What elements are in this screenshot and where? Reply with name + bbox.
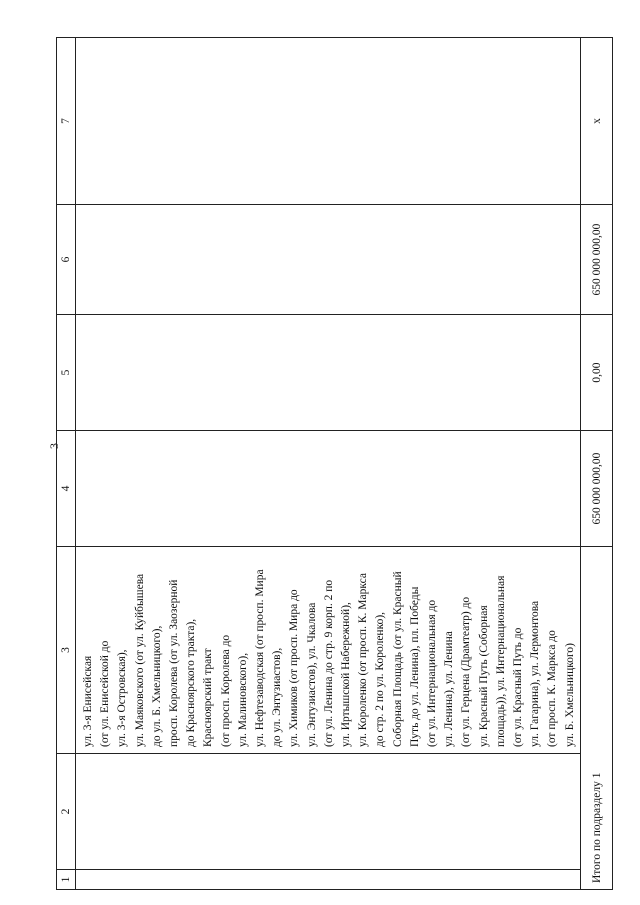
data-table xyxy=(56,37,613,890)
street-line: Красноярский тракт xyxy=(202,648,215,747)
total-col7: x xyxy=(581,38,613,205)
street-line: просп. Королева (от ул. Заозерной xyxy=(168,579,181,747)
cell-col7 xyxy=(76,38,581,205)
street-line: ул. Нефтезаводская (от просп. Мира xyxy=(254,569,267,747)
header-cell-6: 6 xyxy=(57,205,76,315)
total-row xyxy=(581,38,613,890)
street-line: (от просп. К. Маркса до xyxy=(546,630,559,747)
table-container xyxy=(56,38,607,890)
header-cell-4: 4 xyxy=(57,431,76,547)
street-line: Соборная Площадь (от ул. Красный xyxy=(391,571,404,747)
street-line: (от просп. Королева до xyxy=(219,634,232,747)
street-line: ул. 3-я Островская), xyxy=(116,649,129,747)
street-line: до ул. Б. Хмельницкого), xyxy=(150,625,163,747)
total-label: Итого по подразделу 1 xyxy=(581,547,613,890)
total-col4: 650 000 000,00 xyxy=(581,431,613,547)
street-line: ул. Энтузиастов), ул. Чкалова xyxy=(305,602,318,747)
total-col5: 0,00 xyxy=(581,315,613,431)
street-line: Путь до ул. Ленина), пл. Победы xyxy=(408,586,421,747)
header-cell-5: 5 xyxy=(57,315,76,431)
header-cell-1: 1 xyxy=(57,870,76,890)
street-line: (от ул. Герцена (Драмтеатр) до xyxy=(460,596,473,747)
street-line: ул. Б. Хмельницкого) xyxy=(563,643,576,747)
header-cell-7: 7 xyxy=(57,38,76,205)
street-line: до ул. Энтузиастов), xyxy=(271,647,284,747)
cell-col6 xyxy=(76,205,581,315)
street-line: площадь)), ул. Интернациональная xyxy=(494,575,507,747)
street-line: до стр. 2 по ул. Короленко), xyxy=(374,611,387,747)
street-line: ул. Химиков (от просп. Мира до xyxy=(288,589,301,747)
header-cell-2: 2 xyxy=(57,754,76,870)
cell-col5 xyxy=(76,315,581,431)
street-line: (от ул. Ленина до стр. 9 корп. 2 по xyxy=(322,579,335,747)
street-line: ул. Гагарина), ул. Лермонтова xyxy=(529,600,542,747)
street-line: до Красноярского тракта), xyxy=(185,618,198,747)
header-row xyxy=(57,38,76,890)
header-cell-3: 3 xyxy=(57,547,76,754)
page-number: 3 xyxy=(47,443,61,449)
street-line: ул. Малиновского), xyxy=(236,652,249,747)
table-row xyxy=(76,38,581,890)
street-line: ул. Ленина), ул. Ленина xyxy=(443,631,456,747)
streets-cell xyxy=(76,547,581,754)
street-line: ул. Красный Путь (Соборная xyxy=(477,605,490,747)
cell-col4 xyxy=(76,431,581,547)
street-line: ул. 3-я Енисейская xyxy=(82,655,94,747)
street-line: (от ул. Красный Путь до xyxy=(512,627,525,747)
cell-col1 xyxy=(76,870,581,890)
street-line: ул. Маяковского (от ул. Куйбышева xyxy=(133,573,146,747)
street-line: ул. Короленко (от просп. К. Маркса xyxy=(357,573,370,747)
total-col6: 650 000 000,00 xyxy=(581,205,613,315)
street-line: ул. Иртышской Набережной), xyxy=(340,602,353,747)
cell-col2 xyxy=(76,754,581,870)
street-line: (от ул. Енисейской до xyxy=(99,640,112,747)
street-line: (от ул. Интернациональная до xyxy=(426,599,439,747)
